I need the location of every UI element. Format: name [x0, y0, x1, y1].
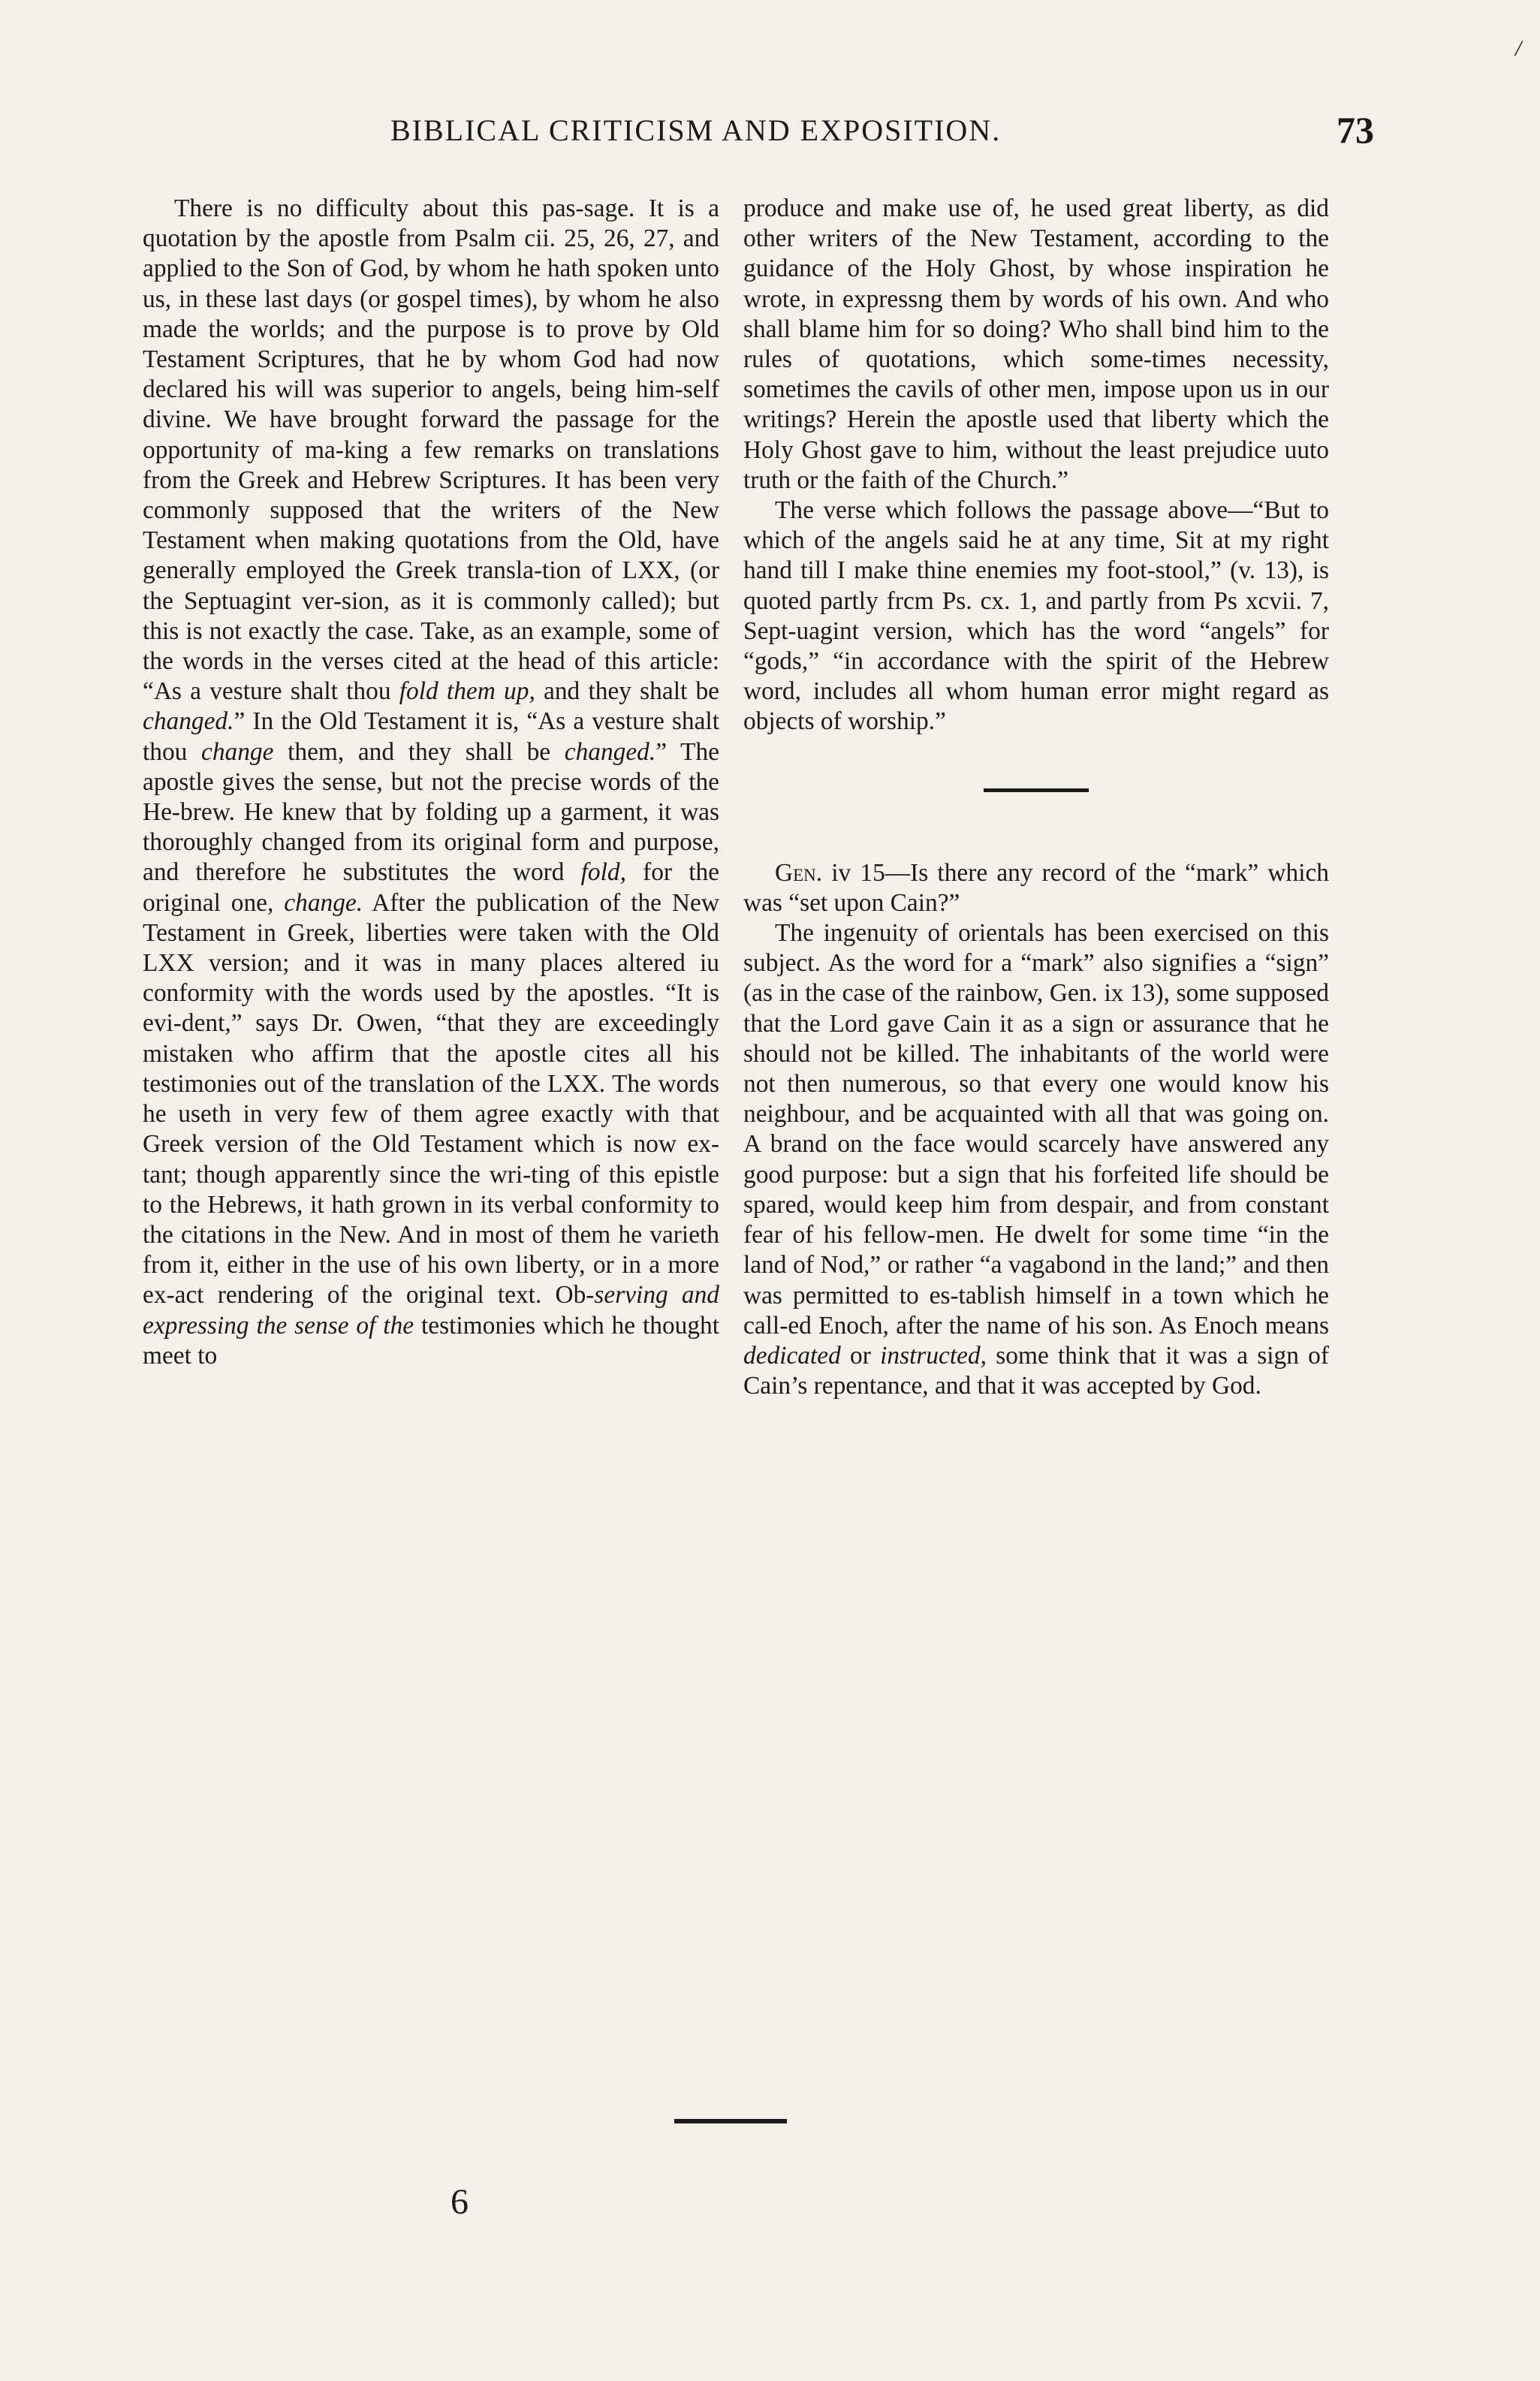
right-column: [743, 194, 1329, 1401]
right-paragraph-verse: The verse which follows the passage above—“But to which of the angels said he at any time, Sit at my right hand till I make thine enemies my foot-stool,” (v. 13), is quoted partly frcm Ps. cx. 1, and partly from Ps xcvii. 7, Sept-uagint version, which has the word “angels” for “gods,” “in accordance with the spirit of the Hebrew word, includes all whom human error might regard as objects of worship.”: [743, 496, 1329, 736]
section-divider: [984, 788, 1089, 792]
left-paragraph: There is no difficulty about this pas-sage. It is a quotation by the apostle from Psalm cii. 25, 26, 27, and applied to the Son of God, by whom he hath spoken unto us, in these last days (or gospel times), by whom he also made the worlds; and the purpose is to prove by Old Testament Scriptures, that he by whom God had now declared his will was superior to angels, being him-self divine. We have brought forward the passage for the opportunity of ma-king a few remarks on translations from the Greek and Hebrew Scriptures. It has been very commonly supposed that the writers of the New Testament when making quotations from the Old, have generally employed the Greek transla-tion of LXX, (or the Septuagint ver-sion, as it is commonly called); but this is not exactly the case. Take, as an example, some of the words in the verses cited at the head of this article: “As a vesture shalt thou fold them up, and they shalt be changed.” In the Old Testament it is, “As a vesture shalt thou change them, and they shall be changed.” The apostle gives the sense, but not the precise words of the He-brew. He knew that by folding up a garment, it was thoroughly changed from its original form and purpose, and therefore he substitutes the word fold, for the original one, change. After the publication of the New Testament in Greek, liberties were taken with the Old LXX version; and it was in many places altered iu conformity with the words used by the apostles. “It is evi-dent,” says Dr. Owen, “that they are exceedingly mistaken who affirm that the apostle cites all his testimonies out of the translation of the LXX. The words he useth in very few of them agree exactly with that Greek version of the Old Testament which is now ex-tant; though apparently since the wri-ting of this epistle to the Hebrews, it hath grown in its verbal conformity to the citations in the New. And in most of them he varieth from it, either in the use of his own liberty, or in a more ex-act rendering of the original text. Ob-serving and expressing the sense of the testimonies which he thought meet to: [143, 194, 720, 1370]
left-column: [143, 194, 719, 1371]
signature-mark: 6: [451, 2182, 469, 2222]
running-title: BIBLICAL CRITICISM AND EXPOSITION.: [390, 113, 1002, 147]
right-paragraph-continued: produce and make use of, he used great liberty, as did other writers of the New Testament, according to the guidance of the Holy Ghost, by whose inspiration he wrote, in expressng them by words of his own. And who shall blame him for so doing? Who shall bind him to the rules of quotations, which some-times necessity, sometimes the cavils of other men, impose upon us in our writings? Herein the apostle used that liberty which the Holy Ghost gave to him, without the least prejudice uuto truth or the faith of the Church.”: [743, 194, 1329, 494]
note-heading: Gen. iv 15—Is there any record of the “mark” which was “set upon Cain?”: [743, 858, 1329, 917]
corner-mark: /: [1515, 36, 1522, 61]
note-answer: The ingenuity of orientals has been exercised on this subject. As the word for a “mark” also signifies a “sign” (as in the case of the rainbow, Gen. ix 13), some supposed that the Lord gave Cain it as a sign or assurance that he should not be killed. The inhabitants of the world were not then numerous, so that every one would know his neighbour, and be acquainted with all that was going on. A brand on the face would scarcely have answered any good purpose: but a sign that his forfeited life should be spared, would keep him from despair, and from constant fear of his fellow-men. He dwelt for some time “in the land of Nod,” or rather “a vagabond in the land;” and then was permitted to es-tablish himself in a town which he call-ed Enoch, after the name of his son. As Enoch means dedicated or instructed, some think that it was a sign of Cain’s repentance, and that it was accepted by God.: [743, 919, 1329, 1400]
running-head: [143, 109, 1374, 158]
page-number: 73: [1337, 109, 1374, 151]
bottom-rule: [674, 2119, 787, 2123]
